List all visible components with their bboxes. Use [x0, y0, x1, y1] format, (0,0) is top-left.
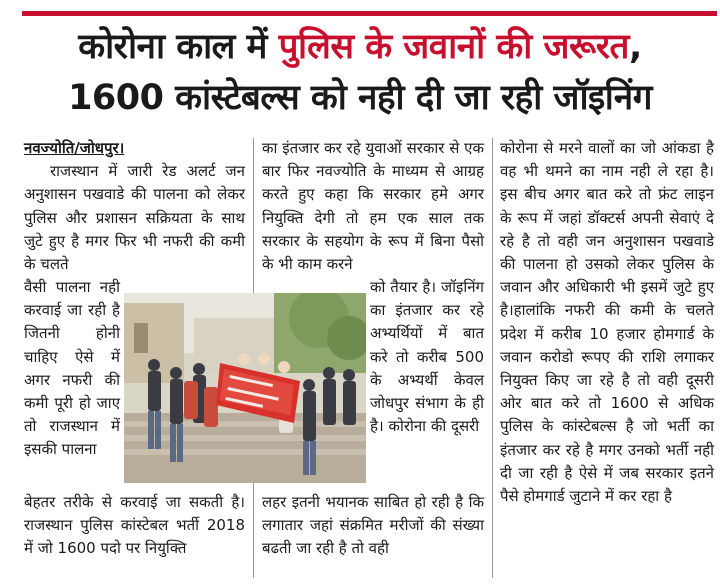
headline-comma: , [629, 27, 642, 67]
column-2-bottom: लहर इतनी भयानक साबित हो रही है कि लगातार जहां संक्रमित मरीजों की संख्या बढती जा रही है तो वही [262, 493, 484, 558]
headline-line-2: 1600 कांस्टेबल्स को नही दी जा रही जॉइनिंग [68, 78, 652, 118]
column-1-narrow: वैसी पालना नही करवाई जा रही है जितनी होनी चाहिए ऐसे में अगर नफरी की कमी पूरी हो जाए तो राजस्थान में इसकी पालना [24, 278, 120, 459]
protest-photo [124, 293, 366, 483]
column-divider-2 [492, 138, 493, 578]
column-1-paragraph: राजस्थान में जारी रेड अलर्ट जन अनुशासन पखवाडे की पालना को लेकर पुलिस और प्रशासन सक्रियता के साथ जुटे हुए है मगर फिर भी नफरी की कमी के चलते [24, 162, 245, 274]
column-2-wrap: को तैयार है। जॉइनिंग का इंतजार कर रहे अभ्यर्थियों में बात करे तो करीब 500 के अभ्यर्थी केवल जोधपुर संभाग के ही है। कोरोना की दूसरी [370, 278, 484, 436]
headline-line-1 [0, 22, 720, 72]
column-1-bottom: बेहतर तरीके से करवाई जा सकती है।राजस्थान पुलिस कांस्टेबल भर्ती 2018 में जो 1600 पदो पर नियुक्ति [24, 493, 245, 558]
column-2-top: का इंतजार कर रहे युवाओं सरकार से एक बार फिर नवज्योति के माध्यम से आग्रह करते हुए कहा कि सरकार हमे अगर नियुक्ति देगी तो हम एक साल तक सरकार के सहयोग के रूप में बिना पैसो के भी काम करने [262, 139, 484, 274]
dateline: नवज्योति/जोधपुर। [24, 139, 125, 157]
column-3: कोरोना से मरने वालों का जो आंकडा है वह भी थमने का नाम नही ले रहा है। इस बीच अगर बात करे तो फ्रंट लाइन के रूप में जहां डॉक्टर्स अपनी सेवाएं दे रहे है तो वही जन अनुशासन पखवाडे की पालना हो उसको लेकर पुलिस के जवान और अधिकारी भी इसमें जुटे हुए है।हालांकि नफरी की कमी के चलते प्रदेश में करीब 10 हजार होमगार्ड के जवान करोडो रूपए की राशि लगाकर नियुक्त किए जा रहे है तो वही दूसरी ओर बात करे तो 1600 से अधिक पुलिस के कांस्टेबल्स है जो भर्ती का इंतजार कर रहे है मगर उनको भर्ती नही दी जा रही है ऐसे में जब सरकार इतने पैसे होमगार्ड जुटाने में कर रहा है [500, 139, 714, 506]
protest-photo-illustration [124, 293, 366, 483]
column-1-top [24, 137, 245, 276]
headline-part-dark: कोरोना काल में [78, 27, 279, 67]
headline-part-red: पुलिस के जवानों की जरूरत [278, 27, 629, 67]
top-red-rule [22, 11, 717, 16]
